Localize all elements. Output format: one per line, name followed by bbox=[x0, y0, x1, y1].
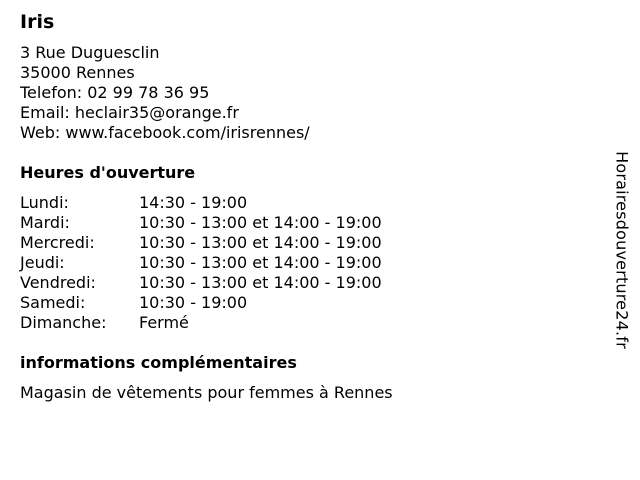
store-card bbox=[20, 10, 600, 403]
day-label: Jeudi: bbox=[20, 253, 65, 272]
hours-row bbox=[20, 213, 382, 233]
watermark-text: Horairesdouverture24.fr bbox=[612, 151, 632, 349]
time-value: Fermé bbox=[139, 313, 189, 332]
hours-row bbox=[20, 193, 382, 213]
hours-heading: Heures d'ouverture bbox=[20, 163, 196, 182]
day-label: Samedi: bbox=[20, 293, 86, 312]
time-value: 10:30 - 13:00 et 14:00 - 19:00 bbox=[139, 273, 382, 292]
day-label: Vendredi: bbox=[20, 273, 96, 292]
address-street: 3 Rue Duguesclin bbox=[20, 43, 160, 62]
hours-row bbox=[20, 233, 382, 253]
time-value: 10:30 - 13:00 et 14:00 - 19:00 bbox=[139, 233, 382, 252]
day-label: Mercredi: bbox=[20, 233, 95, 252]
day-label: Mardi: bbox=[20, 213, 70, 232]
hours-row bbox=[20, 273, 382, 293]
info-description: Magasin de vêtements pour femmes à Rennes bbox=[20, 383, 393, 402]
phone-text: Telefon: 02 99 78 36 95 bbox=[20, 83, 210, 102]
day-label: Lundi: bbox=[20, 193, 69, 212]
time-value: 10:30 - 19:00 bbox=[139, 293, 248, 312]
time-value: 10:30 - 13:00 et 14:00 - 19:00 bbox=[139, 213, 382, 232]
time-value: 14:30 - 19:00 bbox=[139, 193, 248, 212]
hours-row bbox=[20, 293, 382, 313]
web-text: Web: www.facebook.com/irisrennes/ bbox=[20, 123, 310, 142]
contact-block bbox=[20, 43, 600, 143]
day-label: Dimanche: bbox=[20, 313, 107, 332]
address-city: 35000 Rennes bbox=[20, 63, 135, 82]
hours-row bbox=[20, 253, 382, 273]
hours-row bbox=[20, 313, 382, 333]
email-text: Email: heclair35@orange.fr bbox=[20, 103, 239, 122]
time-value: 10:30 - 13:00 et 14:00 - 19:00 bbox=[139, 253, 382, 272]
hours-table bbox=[20, 193, 382, 333]
info-heading: informations complémentaires bbox=[20, 353, 297, 372]
store-name: Iris bbox=[20, 11, 55, 33]
